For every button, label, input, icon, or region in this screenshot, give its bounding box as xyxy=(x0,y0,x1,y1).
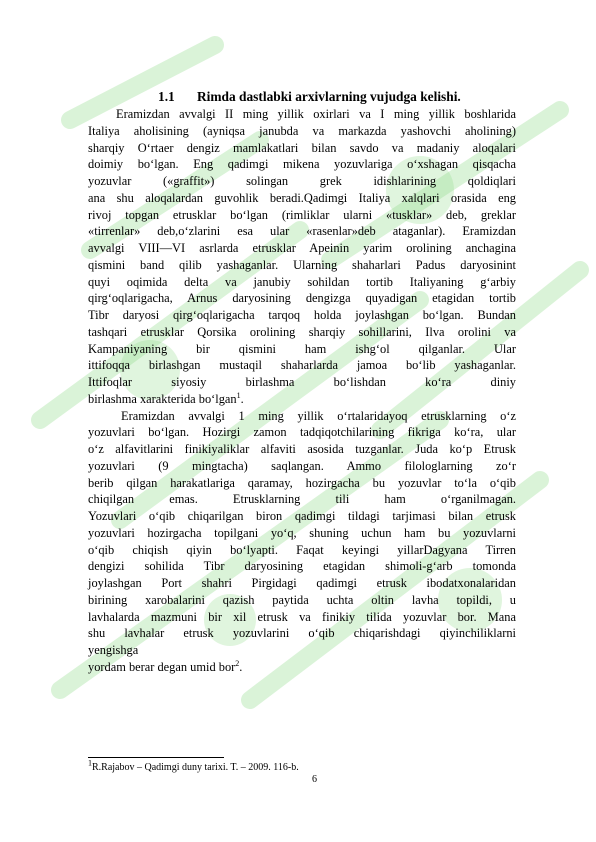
text-line: birining xarobalarini qazish paytida uchta oltin lavha topildi, u xyxy=(88,592,516,607)
text-line: rivoj topgan etrusklar bo‘lgan (rimliklar ularni «tusklar» deb, greklar xyxy=(88,207,516,222)
text-line: «tirrenlar» deb,o‘zlarini esa ular «rasenlar»deb ataganlar). Eramizdan xyxy=(88,224,516,239)
text-line: joylashgan Port shahri Pirgidagi qadimgi etrusk ibodatxonalaridan xyxy=(88,576,516,590)
section-heading xyxy=(88,88,516,105)
text-line: o‘qib chiqish qiyin bo‘lyapti. Faqat keyingi yillarDagyana Tirren xyxy=(88,542,516,557)
text-line: Ittifoqlar siyosiy birlashma bo‘lishdan ko‘ra diniy xyxy=(88,375,516,389)
page-content xyxy=(88,88,516,676)
text-line: quyi oqimida delta va janubiy sohildan tortib Italiyaning g‘arbiy xyxy=(88,274,516,289)
text-line: ana shu aloqalardan guvohlik beradi.Qadimgi Italiya xalqlari orasida eng xyxy=(88,190,516,205)
text-line: shu lavhalar etrusk yozuvlarini o‘qib chiqarishdagi qiyinchiliklarni xyxy=(88,626,516,641)
text-line: Yozuvlari o‘qib chiqarilgan biron qadimgi tildagi tarjimasi bilan etrusk xyxy=(88,509,516,523)
footnote-marker[interactable]: 1 xyxy=(236,390,241,400)
text-line: o‘z alfavitlarini finikiyaliklar alfaviti asosida tuzganlar. Juda ko‘p Etrusk xyxy=(88,442,516,456)
text-line: qismini band qilib yashaganlar. Ularning shaharlari Padus daryosinint xyxy=(88,257,516,272)
text-line: berib qilgan harakatlariga qaramay, hozirgacha bu yozuvlar to‘la o‘qib xyxy=(88,475,516,490)
paragraph-2 xyxy=(88,408,516,676)
footnote xyxy=(88,758,299,774)
text-line: yozuvlari hozirgacha topilgani yo‘q, shuning uchun ham bu yozuvlarni xyxy=(88,525,516,540)
text-line: sharqiy O‘rtaer dengiz mamlakatlari bilan savdo va madaniy aloqalari xyxy=(88,140,516,155)
page-number: 6 xyxy=(312,774,317,785)
text-line: Tibr daryosi qirg‘oqlarigacha tarqoq holda joylashgan bo‘lgan. Bundan xyxy=(88,308,516,322)
text-line: ittifoqqa birlashgan mustaqil shaharlarda jamoa bo‘lib yashaganlar. xyxy=(88,358,516,373)
footnote-divider xyxy=(88,757,224,758)
text-line: Italiya aholisining (ayniqsa janubda va markazda yashovchi aholining) xyxy=(88,123,516,138)
text-line: tashqari etrusklar Qorsika orolining sharqiy sohillarini, Ilva orolini va xyxy=(88,324,516,339)
text-line: avvalgi VIII—VI asrlarda etrusklar Apeinin yarim orolining anchagina xyxy=(88,241,516,255)
text-line-content: birlashma xarakterida bo‘lgan xyxy=(88,391,237,406)
text-line: Kampaniyaning bir qismini ham ishg‘ol qilganlar. Ular xyxy=(88,341,516,356)
section-number: 1.1 xyxy=(158,89,175,104)
text-line: doimiy bo‘lgan. Eng qadimgi mikena yozuvlariga o‘xshagan qisqacha xyxy=(88,157,516,172)
text-line: yozuvlari bo‘lgan. Hozirgi zamon tadqiqotchilarining fikriga ko‘ra, ular xyxy=(88,425,516,440)
text-line: dengizi sohilida Tibr daryosining etagidan shimoli-g‘arb tomonda xyxy=(88,559,516,574)
footnote-number: 1 xyxy=(88,758,92,768)
text-line-content: yordam berar degan umid bor xyxy=(88,659,236,674)
text-line: chiqilgan emas. Etrusklarning tili ham o‘rganilmagan. xyxy=(88,492,516,507)
paragraph-1 xyxy=(88,106,516,408)
footnote-text: R.Rajabov – Qadimgi duny tarixi. T. – 2009. 116-b. xyxy=(92,762,299,773)
text-line: yozuvlari (9 mingtacha) saqlangan. Ammo filologlarning zo‘r xyxy=(88,458,516,473)
text-line: lavhalarda mazmuni bir xil etrusk va finikiy tilida yozuvlar bor. Mana xyxy=(88,609,516,624)
text-line: Eramizdan avvalgi II ming yillik oxirlari va I ming yillik boshlarida xyxy=(116,107,516,121)
text-line: birlashma xarakterida bo‘lgan$^1$. xyxy=(88,390,244,406)
text-line: Eramizdan avvalgi 1 ming yillik o‘rtalaridayoq etrusklarning o‘z xyxy=(121,408,516,423)
section-title: Rimda dastlabki arxivlarning vujudga kelishi. xyxy=(197,89,461,104)
text-line: yengishga xyxy=(88,643,139,657)
footnote-marker[interactable]: 2 xyxy=(235,658,240,668)
text-line: yozuvlar («graffit») solingan grek idishlarining qoldiqlari xyxy=(88,174,516,188)
text-line: qirg‘oqlarigacha, Arnus daryosining dengizga quyadigan etagidan tortib xyxy=(88,291,516,306)
text-line: yordam berar degan umid bor$^2$. xyxy=(88,658,243,674)
